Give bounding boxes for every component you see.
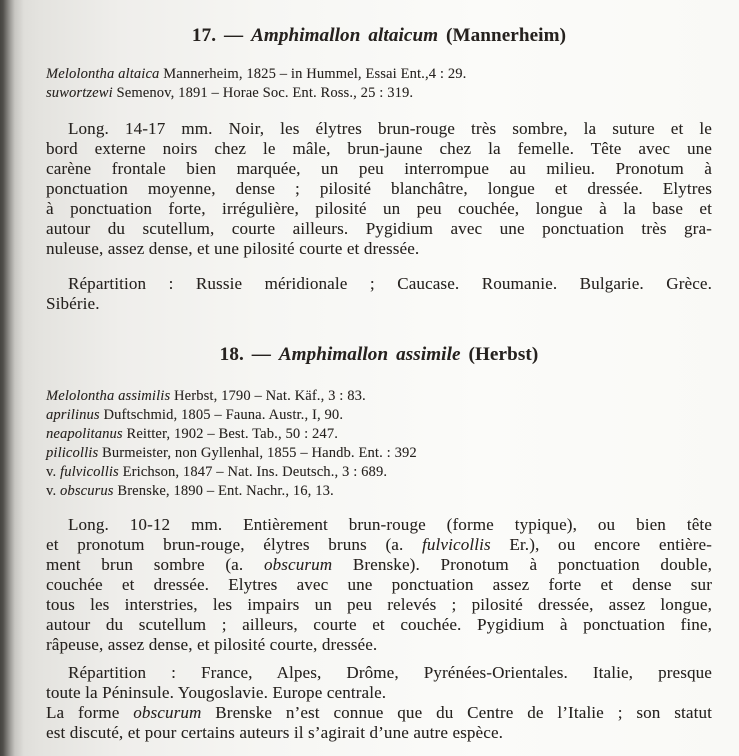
text-run: Mannerheim, 1825 – in Hummel, Essai Ent.,4 : 29.	[159, 66, 467, 82]
taxon-name-italic: pilicollis	[46, 445, 99, 461]
text-run: autour du scutellum, courte ailleurs. Pygidium avec une ponctuation très gra-	[46, 219, 712, 238]
text-line	[46, 555, 712, 575]
text-line	[46, 159, 712, 179]
text-run: La forme	[46, 703, 134, 722]
taxon-name-italic: obscurum	[263, 555, 333, 574]
species-section-18	[46, 343, 712, 743]
text-line	[46, 444, 712, 463]
distribution-paragraph-17	[46, 274, 712, 314]
text-run: Brenske, 1890 – Ent. Nachr., 16, 13.	[113, 483, 334, 499]
text-line	[46, 239, 712, 259]
taxon-name-italic: Amphimallon altaicum	[251, 25, 439, 46]
note-paragraph-18	[46, 703, 712, 743]
taxon-name-italic: neapolitanus	[46, 426, 123, 442]
species-heading-18	[46, 343, 712, 367]
text-line	[46, 139, 712, 159]
text-line	[46, 119, 712, 139]
text-run: Herbst, 1790 – Nat. Käf., 3 : 83.	[170, 388, 366, 404]
text-run: Burmeister, non Gyllenhal, 1855 – Handb. Ent. : 392	[98, 445, 417, 461]
taxon-name-italic: obscurum	[133, 703, 202, 722]
text-run: Semenov, 1891 – Horae Soc. Ent. Ross., 25 : 319.	[112, 85, 414, 101]
synonymy-block-18	[46, 387, 712, 501]
text-run: et pronotum brun-rouge, élytres bruns (a.	[46, 535, 423, 554]
text-line	[46, 595, 712, 615]
text-line	[46, 425, 712, 444]
taxon-name-italic: suwortzewi	[46, 85, 113, 101]
text-line	[46, 482, 712, 501]
text-run: v.	[46, 483, 61, 499]
text-run: à ponctuation forte, irrégulière, pilosité un peu couchée, longue à la base et	[46, 199, 712, 218]
taxon-name-italic: fulvicollis	[422, 535, 491, 554]
text-run: est discuté, et pour certains auteurs il s’agirait d’une autre espèce.	[46, 723, 504, 742]
text-run: carène frontale bien marquée, un peu interrompue au milieu. Pronotum à	[46, 159, 712, 178]
taxon-name-italic: obscurus	[60, 483, 114, 499]
text-run: couchée et dressée. Elytres avec une ponctuation assez forte et dense sur	[46, 575, 712, 594]
text-run: Répartition : Russie méridionale ; Caucase. Roumanie. Bulgarie. Grèce.	[68, 274, 712, 293]
species-section-17	[46, 24, 712, 314]
text-line	[46, 219, 712, 239]
text-line	[46, 463, 712, 482]
text-run: ponctuation moyenne, dense ; pilosité blanchâtre, longue et dressée. Elytres	[46, 179, 712, 198]
text-run: Brenske n’est connue que du Centre de l’Italie ; son statut	[201, 703, 712, 722]
text-run: 17. —	[191, 25, 252, 46]
text-line	[46, 663, 712, 683]
text-line	[46, 515, 712, 535]
text-line	[46, 535, 712, 555]
text-run: râpeuse, assez dense, et pilosité courte, dressée.	[46, 635, 378, 654]
text-run: Erichson, 1847 – Nat. Ins. Deutsch., 3 : 689.	[118, 464, 388, 480]
synonymy-block-17	[46, 65, 712, 103]
species-heading-17	[46, 24, 712, 48]
text-run: 18. —	[219, 344, 279, 365]
text-run: Sibérie.	[46, 294, 100, 313]
text-line	[46, 179, 712, 199]
text-line	[46, 575, 712, 595]
text-run: Long. 10-12 mm. Entièrement brun-rouge (forme typique), ou bien tête	[68, 515, 712, 534]
text-run: autour du scutellum ; ailleurs, courte et couchée. Pygidium à ponctuation fine,	[46, 615, 712, 634]
text-line	[46, 294, 712, 314]
description-paragraph-18	[46, 515, 712, 655]
text-run: Répartition : France, Alpes, Drôme, Pyrénées-Orientales. Italie, presque	[68, 663, 712, 682]
text-run: Long. 14-17 mm. Noir, les élytres brun-rouge très sombre, la suture et le	[68, 119, 712, 138]
distribution-paragraph-18	[46, 663, 712, 703]
text-line	[46, 84, 712, 103]
text-run: toute la Péninsule. Yougoslavie. Europe centrale.	[46, 683, 387, 702]
text-run: Er.), ou encore entière-	[490, 535, 712, 554]
text-run: bord externe noirs chez le mâle, brun-jaune chez la femelle. Tête avec une	[46, 139, 712, 158]
text-run: nuleuse, assez dense, et une pilosité courte et dressée.	[46, 239, 420, 258]
taxon-name-italic: aprilinus	[46, 407, 100, 423]
text-line	[46, 723, 712, 743]
text-line	[46, 615, 712, 635]
taxon-name-italic: Amphimallon assimile	[278, 344, 461, 365]
taxon-name-italic: fulvicollis	[60, 464, 119, 480]
taxon-name-italic: Melolontha altaica	[46, 66, 160, 82]
text-run: (Mannerheim)	[438, 25, 567, 46]
text-line	[46, 683, 712, 703]
text-run: ment brun sombre (a.	[46, 555, 264, 574]
text-run: Reitter, 1902 – Best. Tab., 50 : 247.	[122, 426, 338, 442]
text-line	[46, 635, 712, 655]
text-line	[46, 406, 712, 425]
text-run: Duftschmid, 1805 – Fauna. Austr., I, 90.	[99, 407, 344, 423]
text-line	[46, 703, 712, 723]
text-line	[46, 65, 712, 84]
text-line	[46, 387, 712, 406]
taxon-name-italic: Melolontha assimilis	[46, 388, 171, 404]
text-run: tous les interstries, les impairs un peu relevés ; pilosité dressée, assez longue,	[46, 595, 712, 614]
text-run: Brenske). Pronotum à ponctuation double,	[332, 555, 713, 574]
text-line	[46, 274, 712, 294]
text-run: (Herbst)	[460, 344, 539, 365]
text-run: v.	[46, 464, 61, 480]
description-paragraph-17	[46, 119, 712, 259]
text-line	[46, 199, 712, 219]
